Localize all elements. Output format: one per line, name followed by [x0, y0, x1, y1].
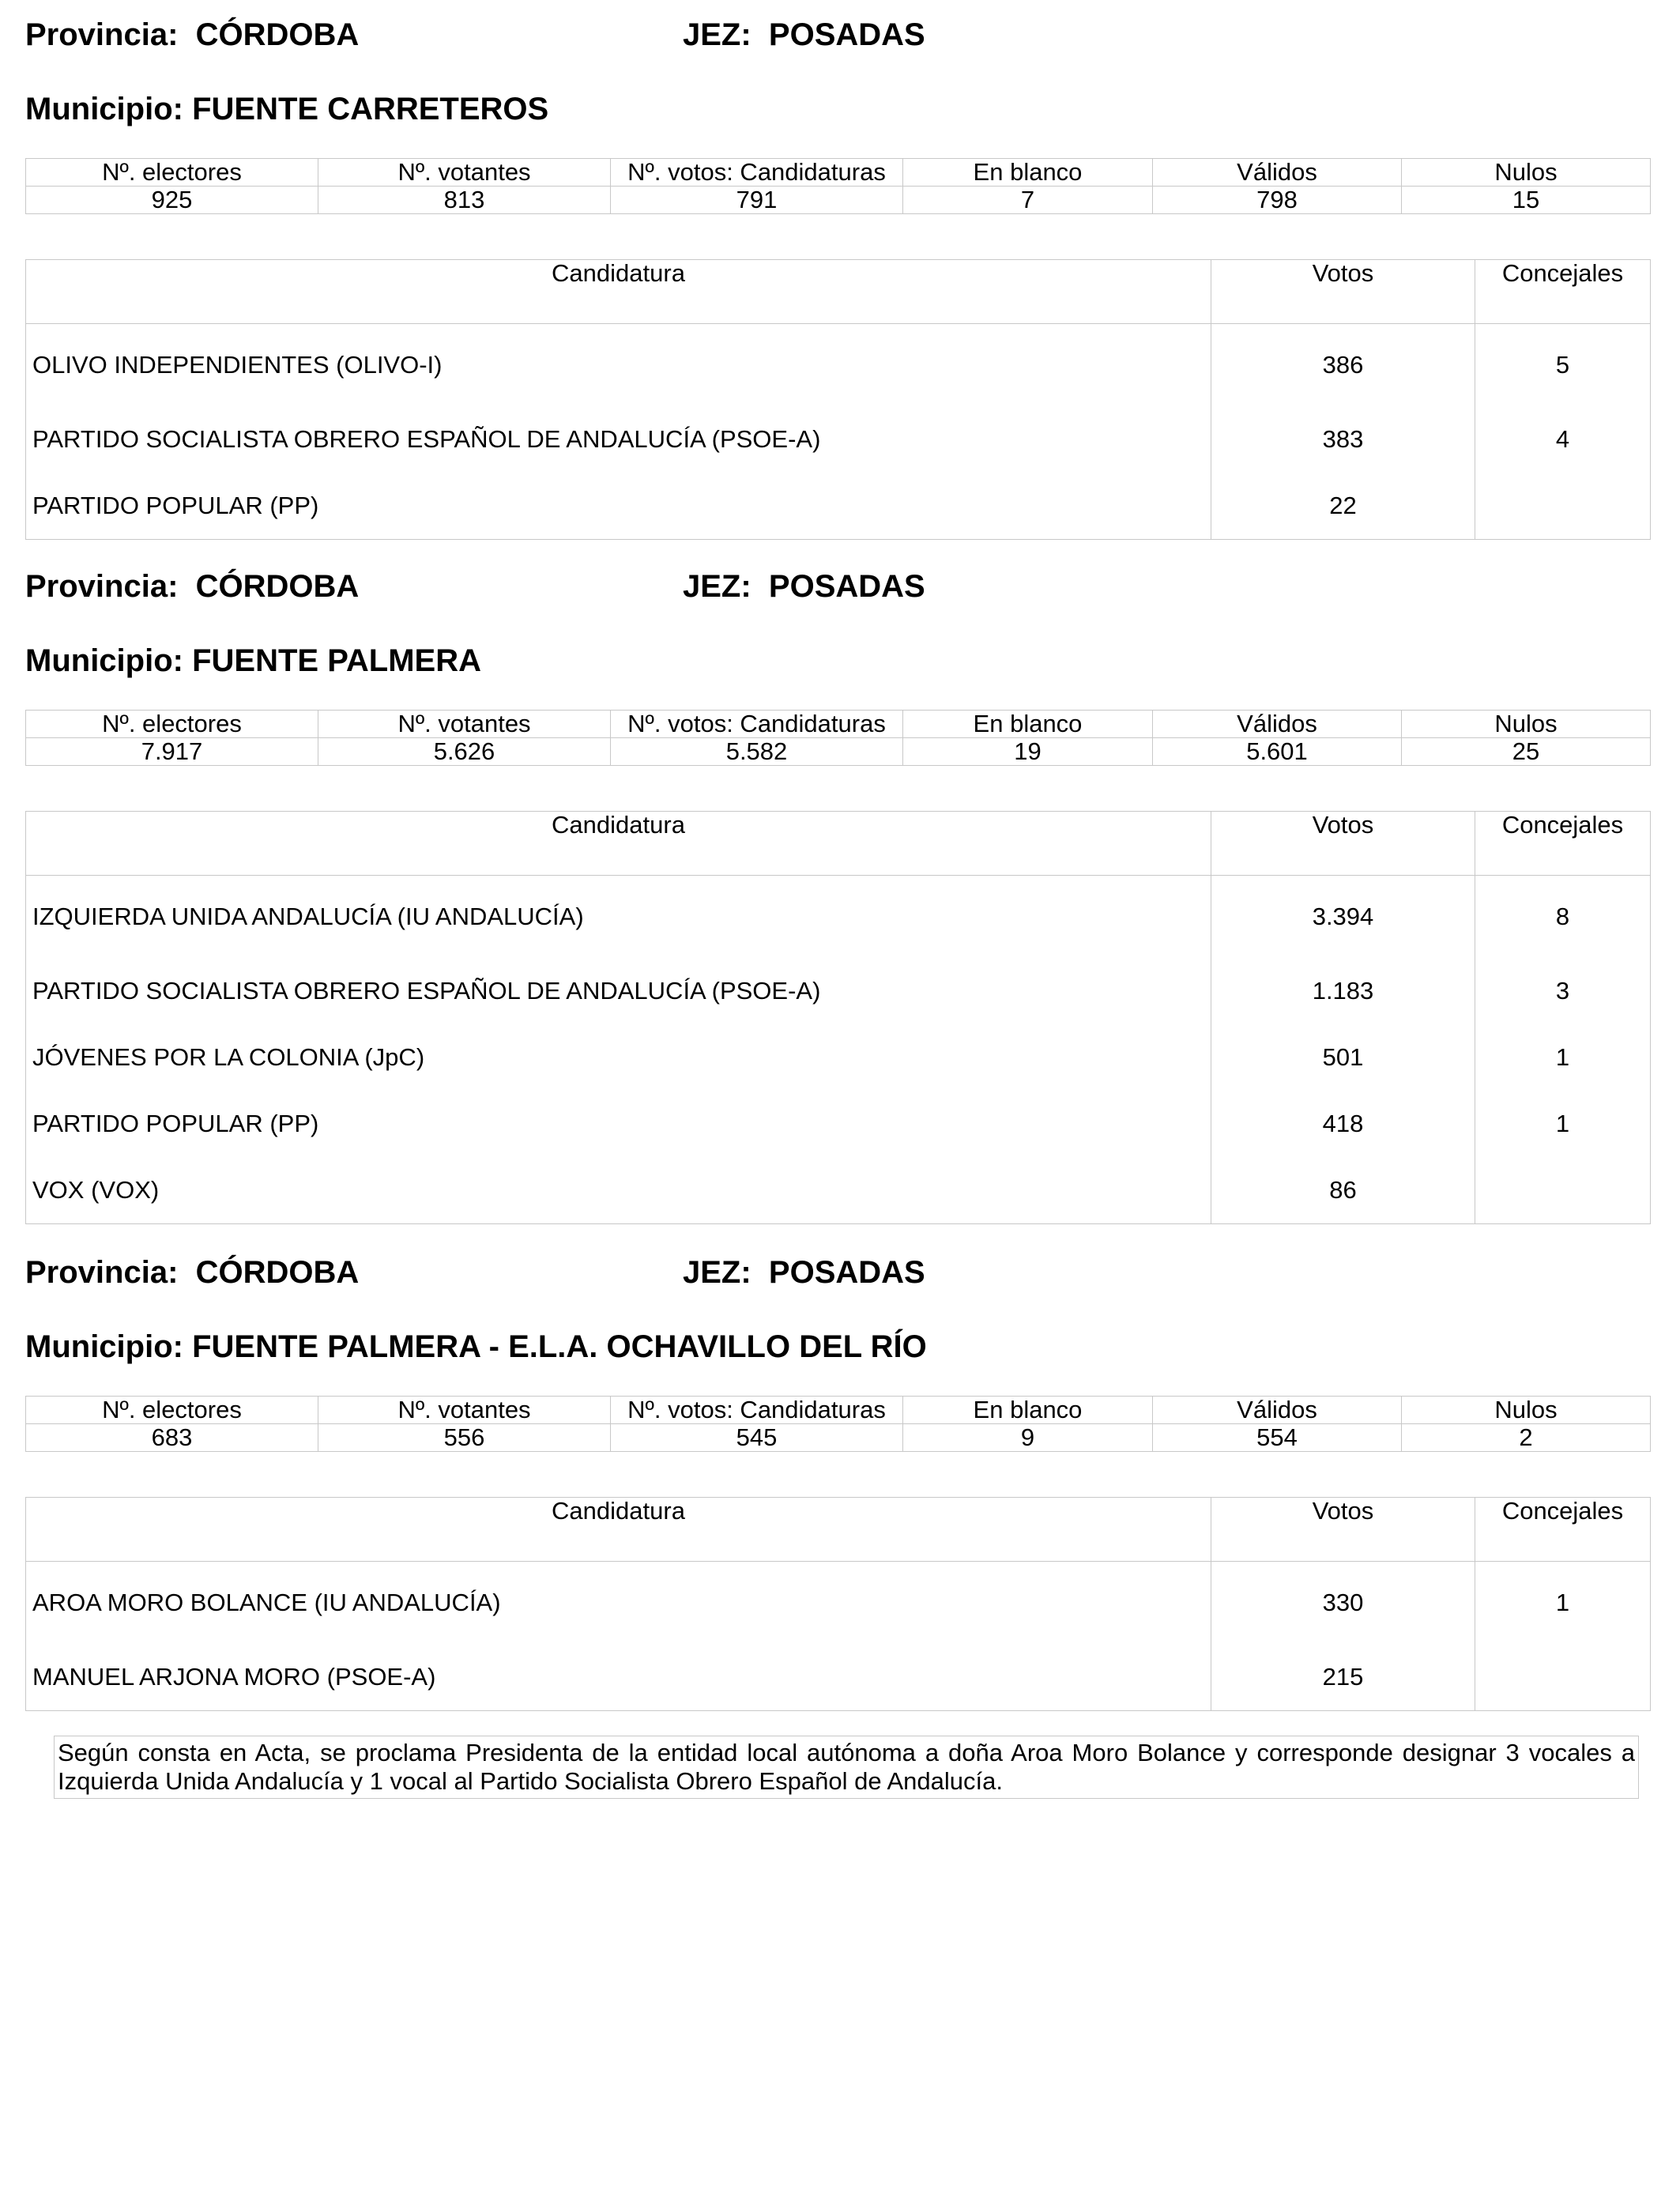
provincia-heading: Provincia: CÓRDOBA [25, 17, 360, 52]
candidates-table [25, 259, 1651, 540]
jez-heading: JEZ: POSADAS [683, 17, 925, 52]
jez-heading: JEZ: POSADAS [683, 569, 925, 604]
candidates-header-row: Candidatura Votos Concejales [26, 260, 1651, 324]
table-row: PARTIDO SOCIALISTA OBRERO ESPAÑOL DE ANDALUCÍA (PSOE-A) 1.183 3 [26, 958, 1651, 1024]
stats-header-row: Nº. electores Nº. votantes Nº. votos: Candidaturas En blanco Válidos Nulos [26, 159, 1651, 187]
stats-header-row: Nº. electores Nº. votantes Nº. votos: Candidaturas En blanco Válidos Nulos [26, 711, 1651, 738]
jez-heading: JEZ: POSADAS [683, 1255, 925, 1290]
stats-value-row: 7.917 5.626 5.582 19 5.601 25 [26, 738, 1651, 766]
stats-header-row: Nº. electores Nº. votantes Nº. votos: Candidaturas En blanco Válidos Nulos [26, 1397, 1651, 1424]
candidates-header-row: Candidatura Votos Concejales [26, 812, 1651, 876]
stats-table [25, 710, 1651, 766]
table-row: PARTIDO POPULAR (PP) 22 [26, 473, 1651, 540]
table-row: AROA MORO BOLANCE (IU ANDALUCÍA) 330 1 [26, 1562, 1651, 1645]
municipio-heading: Municipio: FUENTE PALMERA [25, 643, 482, 678]
candidates-table [25, 811, 1651, 1224]
table-row: OLIVO INDEPENDIENTES (OLIVO-I) 386 5 [26, 324, 1651, 407]
candidates-header-row: Candidatura Votos Concejales [26, 1498, 1651, 1562]
provincia-heading: Provincia: CÓRDOBA [25, 569, 360, 604]
table-row: JÓVENES POR LA COLONIA (JpC) 501 1 [26, 1024, 1651, 1091]
stats-table [25, 1396, 1651, 1452]
stats-value-row: 683 556 545 9 554 2 [26, 1424, 1651, 1452]
table-row: IZQUIERDA UNIDA ANDALUCÍA (IU ANDALUCÍA) 3.394 8 [26, 876, 1651, 959]
municipio-heading: Municipio: FUENTE PALMERA - E.L.A. OCHAVILLO DEL RÍO [25, 1329, 927, 1364]
stats-value-row: 925 813 791 7 798 15 [26, 187, 1651, 214]
table-row: PARTIDO POPULAR (PP) 418 1 [26, 1091, 1651, 1157]
stats-table [25, 158, 1651, 214]
candidates-table [25, 1497, 1651, 1711]
municipio-heading: Municipio: FUENTE CARRETEROS [25, 92, 549, 126]
table-row: PARTIDO SOCIALISTA OBRERO ESPAÑOL DE ANDALUCÍA (PSOE-A) 383 4 [26, 406, 1651, 473]
proclamation-note: Según consta en Acta, se proclama Presidenta de la entidad local autónoma a doña Aroa Moro Bolance y corresponde designar 3 vocales a Izquierda Unida Andalucía y 1 vocal al Partido Socialista Obrero Español de Andalucía. [54, 1736, 1639, 1799]
table-row: VOX (VOX) 86 [26, 1157, 1651, 1224]
table-row: MANUEL ARJONA MORO (PSOE-A) 215 [26, 1644, 1651, 1711]
provincia-heading: Provincia: CÓRDOBA [25, 1255, 360, 1290]
